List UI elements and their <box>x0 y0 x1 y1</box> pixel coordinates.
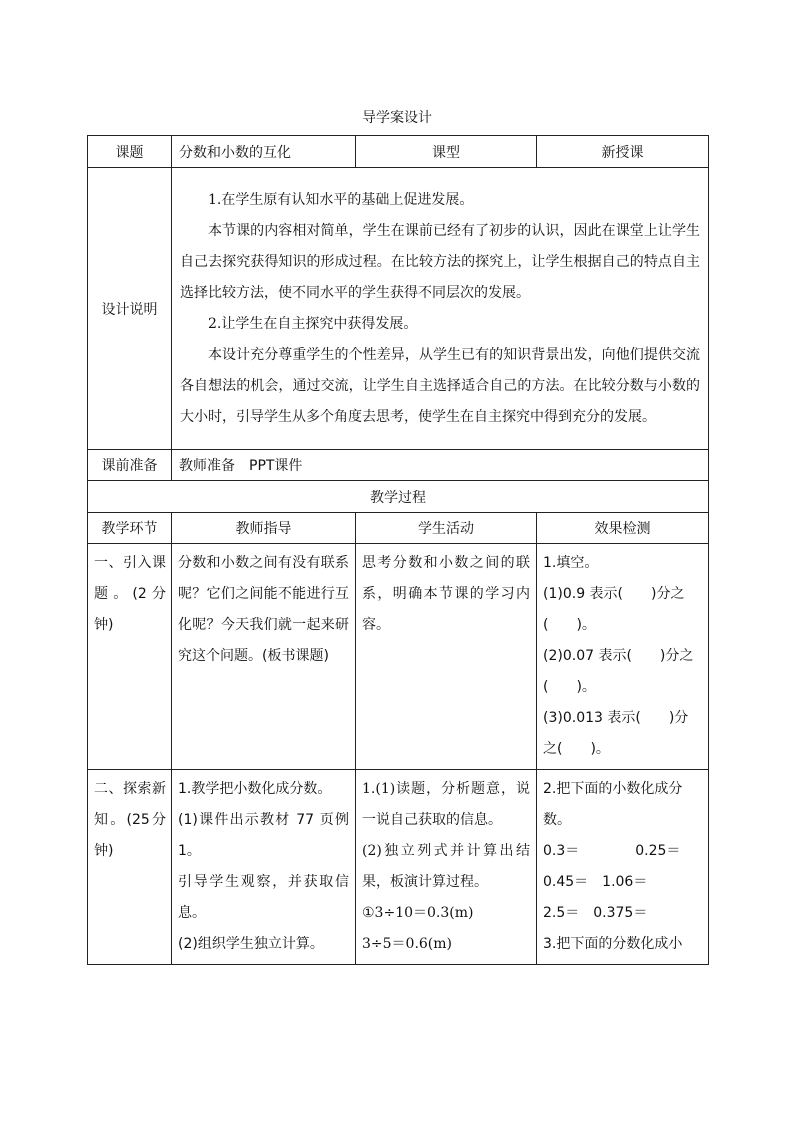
effect-check-cell <box>537 544 709 770</box>
column-header-row <box>88 513 709 544</box>
column-header: 教师指导 <box>172 513 356 544</box>
teacher-line: 引导学生观察，并获取信息。 <box>178 874 349 921</box>
check-line: 2.5＝ 0.375＝ <box>543 905 648 921</box>
check-line: 之( )。 <box>543 741 610 757</box>
column-header: 效果检测 <box>537 513 709 544</box>
column-header: 学生活动 <box>356 513 537 544</box>
design-description <box>172 168 709 450</box>
design-label: 设计说明 <box>88 168 172 450</box>
column-header: 教学环节 <box>88 513 172 544</box>
student-line: 思考分数和小数之间的联系，明确本节课的学习内容。 <box>362 555 530 633</box>
student-activity-cell <box>356 544 537 770</box>
teacher-line: 1.教学把小数化成分数。 <box>178 781 332 797</box>
prep-label: 课前准备 <box>88 450 172 481</box>
teacher-line: (1)课件出示教材 77 页例1。 <box>178 812 349 859</box>
table-row <box>88 544 709 770</box>
document-title: 导学案设计 <box>362 110 432 126</box>
check-line: 3.把下面的分数化成小 <box>543 936 683 952</box>
check-line: 0.3＝ 0.25＝ <box>543 843 681 859</box>
check-line: (1)0.9 表示( )分之 <box>543 586 685 602</box>
stage-cell: 一、引入课题。(2分钟) <box>88 544 172 770</box>
check-line: (3)0.013 表示( )分 <box>543 710 689 726</box>
lesson-type-value: 新授课 <box>537 136 709 168</box>
prep-value: 教师准备 PPT课件 <box>172 450 709 481</box>
student-line: (2)独立列式并计算出结果，板演计算过程。 <box>362 843 530 890</box>
topic-value: 分数和小数的互化 <box>172 136 356 168</box>
process-heading-row <box>88 481 709 513</box>
teacher-line: 分数和小数之间有没有联系呢？它们之间能不能进行互化呢？今天我们就一起来研究这个问题。(板书课题) <box>178 555 349 664</box>
student-activity-cell <box>356 770 537 965</box>
stage-cell: 二、探索新知。(25分钟) <box>88 770 172 965</box>
table-row <box>88 770 709 965</box>
design-paragraph: 2.让学生在自主探究中获得发展。 <box>208 315 418 332</box>
design-row <box>88 168 709 450</box>
check-line: 2.把下面的小数化成分 <box>543 781 683 797</box>
prep-row <box>88 450 709 481</box>
design-paragraph: 本设计充分尊重学生的个性差异，从学生已有的知识背景出发，向他们提供交流各自想法的机会，通过交流，让学生自主选择适合自己的方法。在比较分数与小数的大小时，引导学生从多个角度去思考，使学生在自主探究中得到充分的发展。 <box>180 346 700 425</box>
check-line: ( )。 <box>543 617 596 633</box>
student-line: 3÷5＝0.6(m) <box>362 936 453 952</box>
header-row <box>88 136 709 168</box>
check-line: 1.填空。 <box>543 555 599 571</box>
lesson-plan-table <box>87 135 709 965</box>
check-line: ( )。 <box>543 679 596 695</box>
topic-label: 课题 <box>88 136 172 168</box>
check-line: (2)0.07 表示( )分之 <box>543 648 694 664</box>
design-paragraph: 1.在学生原有认知水平的基础上促进发展。 <box>208 191 474 208</box>
process-heading: 教学过程 <box>88 481 709 513</box>
student-line: ①3÷10＝0.3(m) <box>362 905 474 921</box>
design-paragraph: 本节课的内容相对简单，学生在课前已经有了初步的认识，因此在课堂上让学生自己去探究获得知识的形成过程。在比较方法的探究上，让学生根据自己的特点自主选择比较方法，使不同水平的学生获得不同层次的发展。 <box>180 222 700 301</box>
student-line: 1.(1)读题，分析题意，说一说自己获取的信息。 <box>362 781 530 828</box>
lesson-type-label: 课型 <box>356 136 537 168</box>
check-line: 数。 <box>543 812 571 828</box>
effect-check-cell <box>537 770 709 965</box>
teacher-guidance-cell <box>172 544 356 770</box>
check-line: 0.45＝ 1.06＝ <box>543 874 648 890</box>
teacher-line: (2)组织学生独立计算。 <box>178 936 324 952</box>
teacher-guidance-cell <box>172 770 356 965</box>
